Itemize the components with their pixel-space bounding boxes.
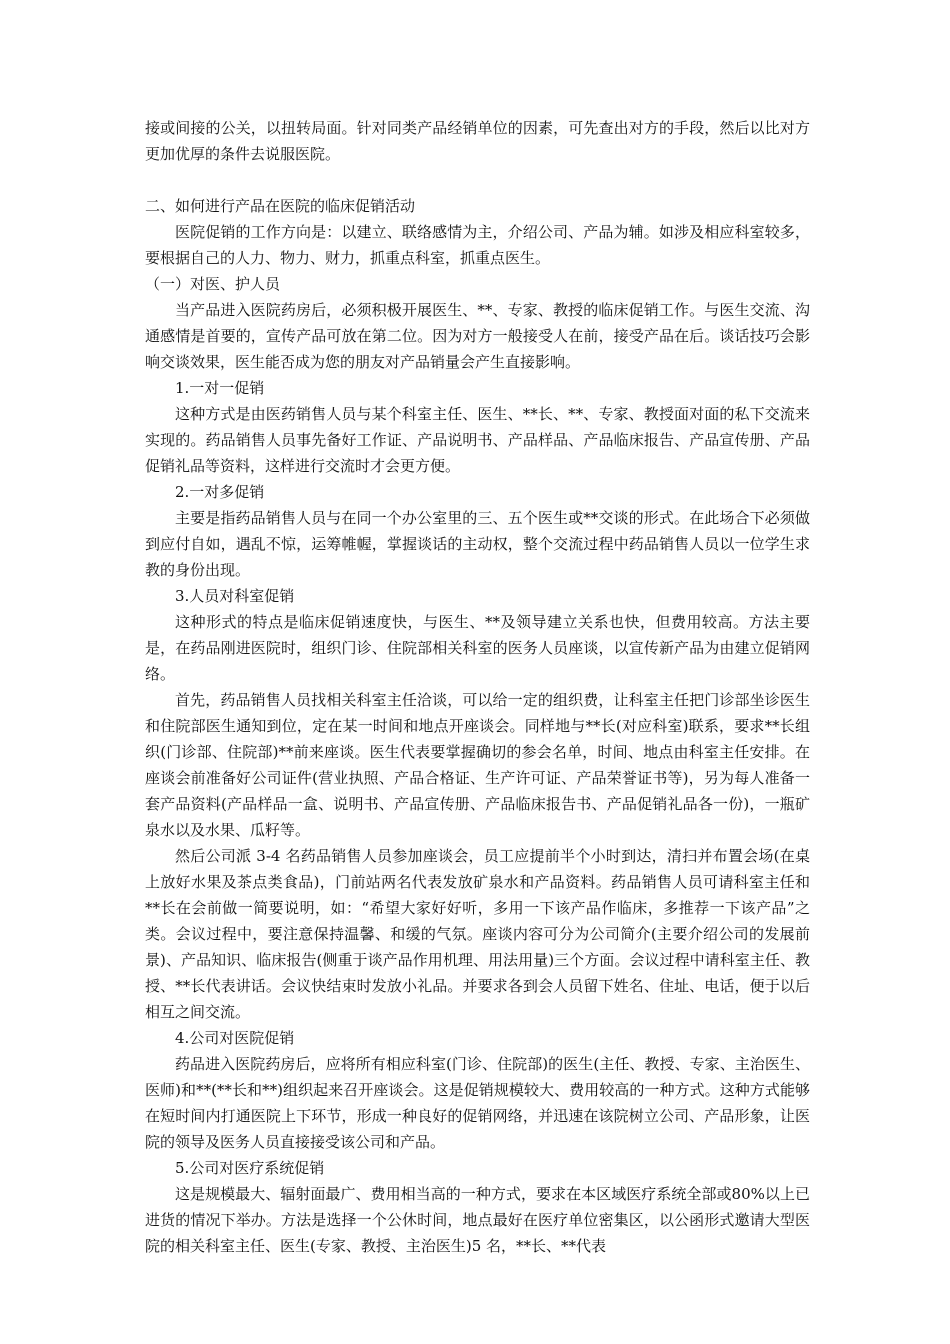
paragraph: 这种形式的特点是临床促销速度快，与医生、**及领导建立关系也快，但费用较高。方法主要是，在药品刚进医院时，组织门诊、住院部相关科室的医务人员座谈，以宣传新产品为由建立促销网络。 [145, 613, 810, 683]
paragraph-continuation: 接或间接的公关，以扭转局面。针对同类产品经销单位的因素，可先查出对方的手段，然后以比对方更加优厚的条件去说服医院。 [145, 119, 810, 163]
paragraph: 医院促销的工作方向是：以建立、联络感情为主，介绍公司、产品为辅。如涉及相应科室较多，要根据自己的人力、物力、财力，抓重点科室，抓重点医生。 [145, 223, 810, 267]
item-heading: 4.公司对医院促销 [175, 1029, 295, 1047]
paragraph: 这是规模最大、辐射面最广、费用相当高的一种方式，要求在本区域医疗系统全部或80%以上已进货的情况下举办。方法是选择一个公休时间，地点最好在医疗单位密集区，以公函形式邀请大型医院的相关科室主任、医生(专家、教授、主治医生)5 名，**长、**代表 [145, 1185, 810, 1255]
paragraph: 主要是指药品销售人员与在同一个办公室里的三、五个医生或**交谈的形式。在此场合下必须做到应付自如，遇乱不惊，运筹帷幄，掌握谈话的主动权，整个交流过程中药品销售人员以一位学生求教的身份出现。 [145, 509, 810, 579]
document-page [145, 115, 810, 1259]
paragraph: 当产品进入医院药房后，必须积极开展医生、**、专家、教授的临床促销工作。与医生交流、沟通感情是首要的，宣传产品可放在第二位。因为对方一般接受人在前，接受产品在后。谈话技巧会影响交谈效果，医生能否成为您的朋友对产品销量会产生直接影响。 [145, 301, 810, 371]
item-heading: 3.人员对科室促销 [175, 587, 295, 605]
item-heading: 1.一对一促销 [175, 379, 265, 397]
item-heading: 2.一对多促销 [175, 483, 265, 501]
paragraph: 首先，药品销售人员找相关科室主任洽谈，可以给一定的组织费，让科室主任把门诊部坐诊医生和住院部医生通知到位，定在某一时间和地点开座谈会。同样地与**长(对应科室)联系，要求**长组织(门诊部、住院部)**前来座谈。医生代表要掌握确切的参会名单，时间、地点由科室主任安排。在座谈会前准备好公司证件(营业执照、产品合格证、生产许可证、产品荣誉证书等)，另为每人准备一套产品资料(产品样品一盒、说明书、产品宣传册、产品临床报告书、产品促销礼品各一份)，一瓶矿泉水以及水果、瓜籽等。 [145, 691, 810, 839]
section-heading: 二、如何进行产品在医院的临床促销活动 [145, 197, 416, 215]
blank-line [145, 167, 810, 193]
paragraph: 药品进入医院药房后，应将所有相应科室(门诊、住院部)的医生(主任、教授、专家、主治医生、医师)和**(**长和**)组织起来召开座谈会。这是促销规模较大、费用较高的一种方式。这种方式能够在短时间内打通医院上下环节，形成一种良好的促销网络，并迅速在该院树立公司、产品形象，让医院的领导及医务人员直接接受该公司和产品。 [145, 1055, 810, 1151]
paragraph: 这种方式是由医药销售人员与某个科室主任、医生、**长、**、专家、教授面对面的私下交流来实现的。药品销售人员事先备好工作证、产品说明书、产品样品、产品临床报告、产品宣传册、产品促销礼品等资料，这样进行交流时才会更方便。 [145, 405, 810, 475]
item-heading: 5.公司对医疗系统促销 [175, 1159, 325, 1177]
paragraph: 然后公司派 3-4 名药品销售人员参加座谈会，员工应提前半个小时到达，清扫并布置会场(在桌上放好水果及茶点类食品)，门前站两名代表发放矿泉水和产品资料。药品销售人员可请科室主任和**长在会前做一简要说明，如：“希望大家好好听，多用一下该产品作临床，多推荐一下该产品”之类。会议过程中，要注意保持温馨、和缓的气氛。座谈内容可分为公司简介(主要介绍公司的发展前景)、产品知识、临床报告(侧重于谈产品作用机理、用法用量)三个方面。会议过程中请科室主任、教授、**长代表讲话。会议快结束时发放小礼品。并要求各到会人员留下姓名、住址、电话，便于以后相互之间交流。 [145, 847, 810, 1021]
subsection-heading: （一）对医、护人员 [145, 275, 281, 293]
